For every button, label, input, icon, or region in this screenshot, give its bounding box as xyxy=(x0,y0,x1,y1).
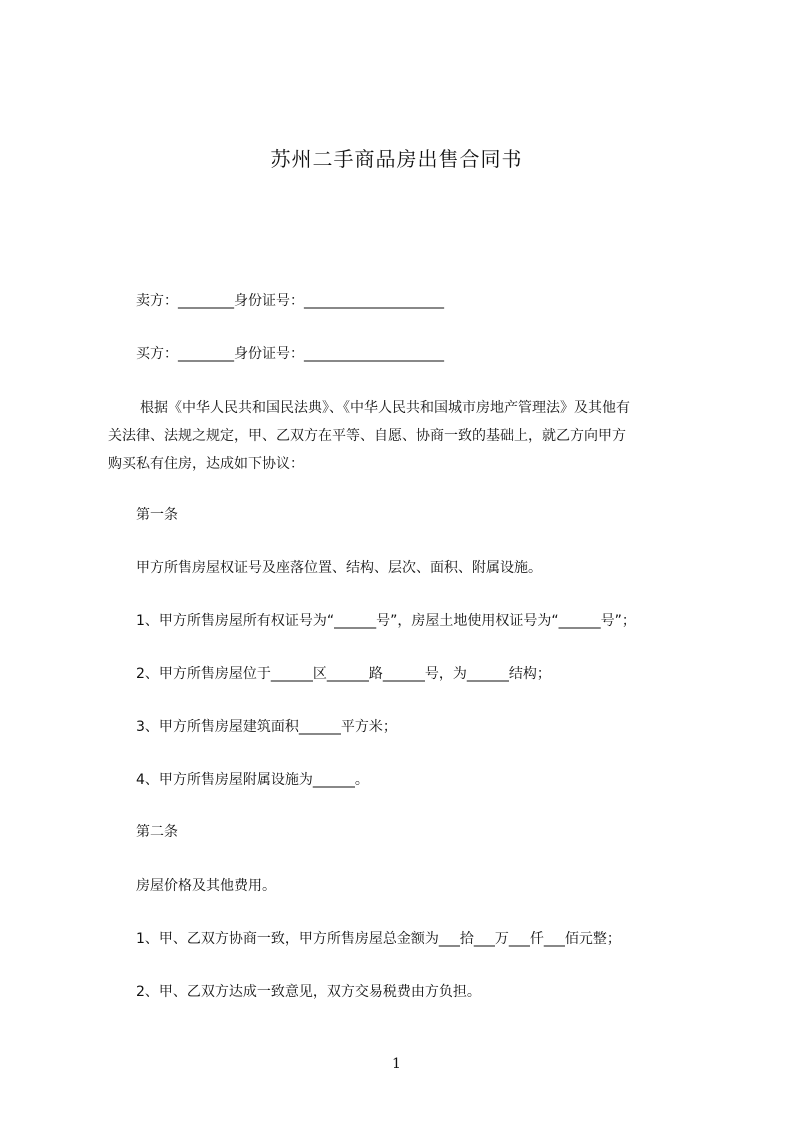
seller-line: 卖方：________身份证号：____________________ xyxy=(136,293,444,309)
article-1-heading: 第一条 xyxy=(136,507,178,523)
article-2-item-2: 2、甲、乙双方达成一致意见，双方交易税费由方负担。 xyxy=(136,984,481,1000)
preamble-line-3: 购买私有住房，达成如下协议： xyxy=(108,456,304,472)
article-1-intro: 甲方所售房屋权证号及座落位置、结构、层次、面积、附属设施。 xyxy=(136,560,542,576)
article-1-item-2: 2、甲方所售房屋位于______区______路______号，为______结构； xyxy=(136,666,551,682)
buyer-line: 买方：________身份证号：____________________ xyxy=(136,346,444,362)
article-2-intro: 房屋价格及其他费用。 xyxy=(136,878,276,894)
article-2-heading: 第二条 xyxy=(136,824,178,840)
page-number: 1 xyxy=(392,1056,401,1072)
article-1-item-3: 3、甲方所售房屋建筑面积______平方米； xyxy=(136,719,397,735)
article-1-item-1: 1、甲方所售房屋所有权证号为“______号”，房屋土地使用权证号为“______号”； xyxy=(136,613,636,629)
document-title: 苏州二手商品房出售合同书 xyxy=(270,147,523,171)
article-2-item-1: 1、甲、乙双方协商一致，甲方所售房屋总金额为___拾___万___仟___佰元整； xyxy=(136,931,621,947)
article-1-item-4: 4、甲方所售房屋附属设施为______。 xyxy=(136,772,369,788)
preamble-line-1: 根据《中华人民共和国民法典》、《中华人民共和国城市房地产管理法》及其他有 xyxy=(140,400,630,416)
preamble-line-2: 关法律、法规之规定，甲、乙双方在平等、自愿、协商一致的基础上，就乙方向甲方 xyxy=(108,428,626,444)
